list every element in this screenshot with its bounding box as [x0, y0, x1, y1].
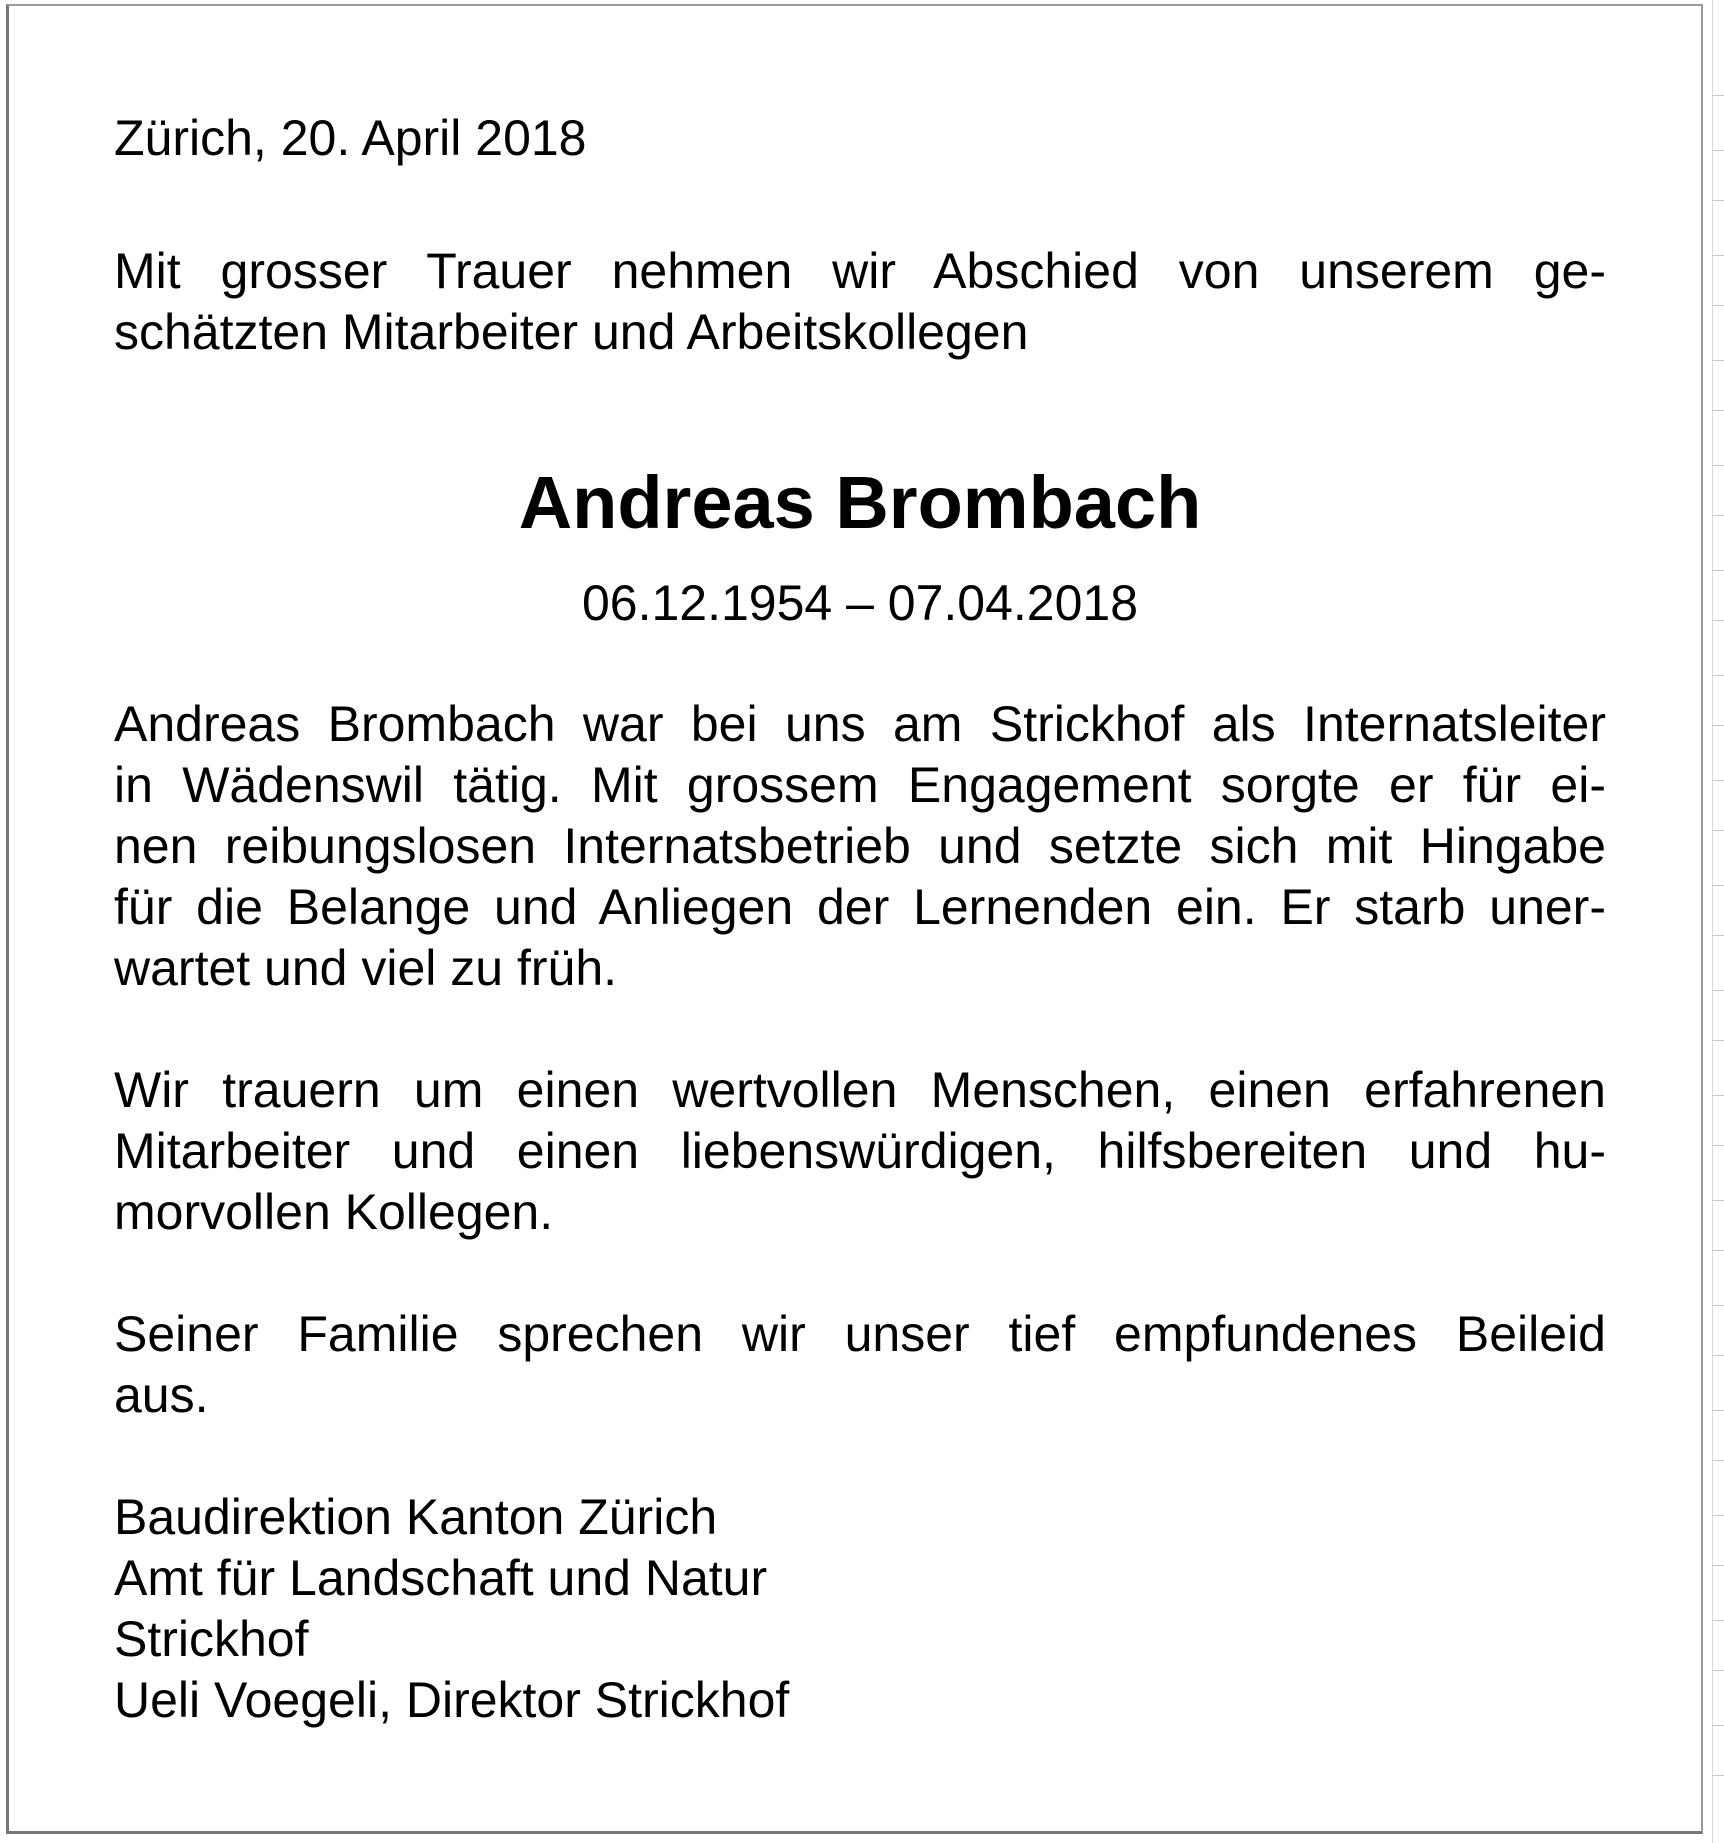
edge-tick	[1713, 1145, 1724, 1146]
text-line: Wir trauern um einen wertvollen Menschen, einen erfahrenen	[114, 1062, 1606, 1118]
edge-tick	[1713, 515, 1724, 516]
text-line: aus.	[114, 1367, 209, 1423]
place-and-date: Zürich, 20. April 2018	[114, 110, 587, 166]
edge-tick	[1713, 675, 1724, 676]
edge-tick	[1713, 1775, 1724, 1776]
edge-tick	[1713, 1725, 1724, 1726]
life-dates: 06.12.1954 – 07.04.2018	[581, 575, 1139, 631]
intro-text	[114, 241, 1606, 363]
edge-tick	[1713, 935, 1724, 936]
edge-tick	[1713, 1565, 1724, 1566]
signature-line: Baudirektion Kanton Zürich	[114, 1489, 718, 1545]
edge-tick	[1713, 1250, 1724, 1251]
edge-tick	[1713, 1515, 1724, 1516]
signature-line: Strickhof	[114, 1611, 309, 1667]
intro-line: Mit grosser Trauer nehmen wir Abschied von unserem ge-	[114, 243, 1606, 299]
edge-tick	[1713, 1095, 1724, 1096]
edge-tick	[1713, 620, 1724, 621]
edge-tick	[1713, 360, 1724, 361]
text-line: nen reibungslosen Internatsbetrieb und setzte sich mit Hingabe	[114, 818, 1606, 874]
edge-tick	[1713, 990, 1724, 991]
text-line: Andreas Brombach war bei uns am Strickhof als Internatsleiter	[114, 696, 1606, 752]
edge-tick	[1713, 780, 1724, 781]
edge-tick	[1713, 1620, 1724, 1621]
edge-tick	[1713, 570, 1724, 571]
obituary-notice	[114, 108, 1606, 1731]
edge-tick	[1713, 1670, 1724, 1671]
deceased-name: Andreas Brombach	[518, 461, 1202, 544]
edge-tick	[1713, 1200, 1724, 1201]
signature-block	[114, 1487, 1606, 1731]
edge-tick	[1713, 1355, 1724, 1356]
text-line: wartet und viel zu früh.	[114, 940, 618, 996]
edge-tick	[1713, 1460, 1724, 1461]
text-line: morvollen Kollegen.	[114, 1184, 554, 1240]
text-line: Seiner Familie sprechen wir unser tief empfundenes Beileid	[114, 1306, 1606, 1362]
edge-tick	[1713, 885, 1724, 886]
intro-line: schätzten Mitarbeiter und Arbeitskollegen	[114, 304, 1029, 360]
paragraph-condolence	[114, 1304, 1606, 1426]
edge-tick	[1713, 95, 1724, 96]
signature-line: Amt für Landschaft und Natur	[114, 1550, 768, 1606]
edge-tick	[1713, 830, 1724, 831]
text-line: in Wädenswil tätig. Mit grossem Engagement sorgte er für ei-	[114, 757, 1606, 813]
edge-tick	[1713, 1040, 1724, 1041]
edge-tick	[1713, 255, 1724, 256]
edge-tick	[1713, 410, 1724, 411]
edge-tick	[1713, 1410, 1724, 1411]
page-edge-strip	[1712, 0, 1724, 1843]
text-line: für die Belange und Anliegen der Lernenden ein. Er starb uner-	[114, 879, 1606, 935]
text-line: Mitarbeiter und einen liebenswürdigen, hilfsbereiten und hu-	[114, 1123, 1606, 1179]
paragraph-mourning	[114, 1060, 1606, 1243]
signature-line: Ueli Voegeli, Direktor Strickhof	[114, 1672, 790, 1728]
edge-tick	[1713, 1305, 1724, 1306]
paragraph-tribute	[114, 694, 1606, 999]
edge-tick	[1713, 150, 1724, 151]
edge-tick	[1713, 200, 1724, 201]
edge-tick	[1713, 725, 1724, 726]
edge-tick	[1713, 305, 1724, 306]
edge-tick	[1713, 465, 1724, 466]
